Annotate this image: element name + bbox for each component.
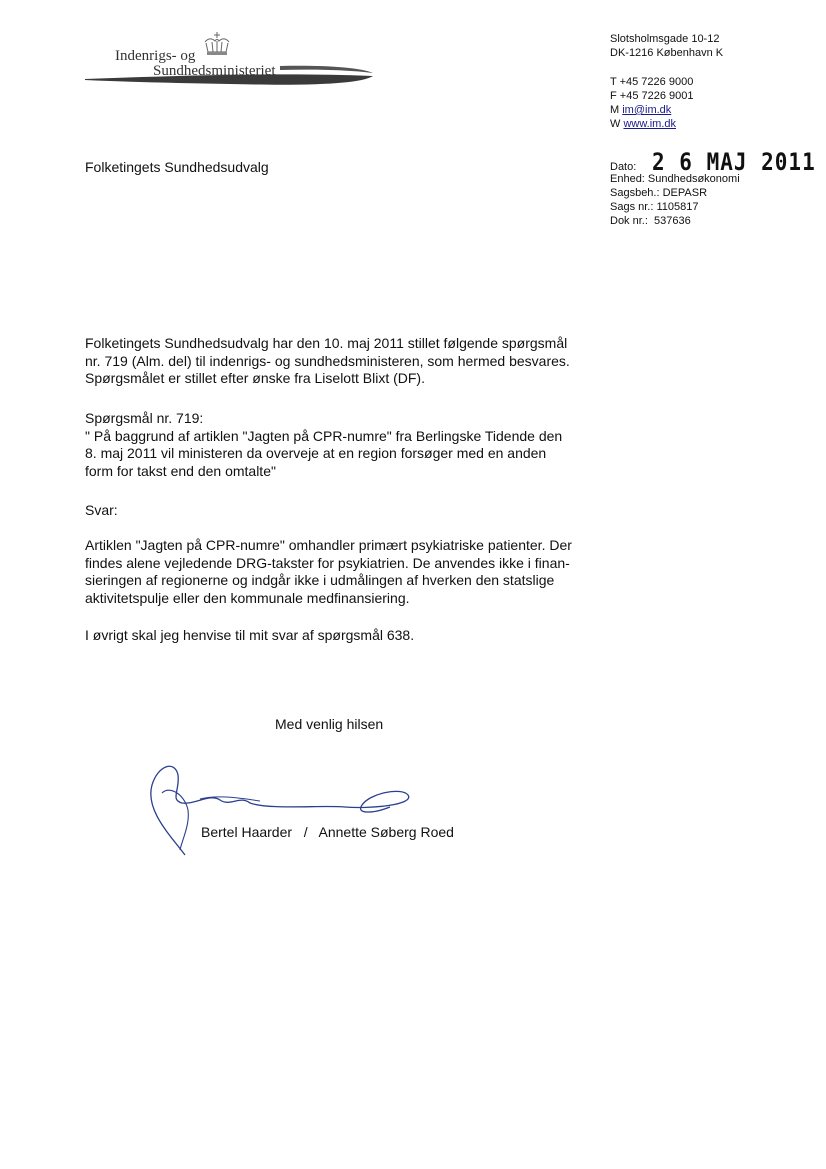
signer-2: Annette Søberg Roed: [318, 824, 454, 840]
fax-number: +45 7226 9001: [619, 90, 694, 102]
intro-paragraph: Folketingets Sundhedsudvalg har den 10. maj 2011 stillet følgende spørgsmål nr. 719 (Alm. del) til indenrigs- og sundhedsministeren, som hermed besvares. Spørgsmålet er stillet efter ønske fra Liselott Blixt (DF).: [85, 335, 570, 386]
mail-row: M im@im.dk: [610, 104, 672, 116]
logo-swoosh-upper: [280, 66, 373, 73]
crown-icon: [205, 32, 229, 55]
meta-doc-no: Dok nr.: 537636: [610, 215, 691, 227]
address-block: [610, 32, 723, 60]
contact-block: [610, 75, 694, 131]
phone-number: +45 7226 9000: [619, 76, 694, 88]
signature: [140, 755, 420, 860]
date-label: Dato:: [610, 161, 637, 173]
address-city: DK-1216 København K: [610, 47, 724, 59]
logo-text-line1: Indenrigs- og: [115, 48, 196, 64]
web-row: W www.im.dk: [610, 118, 677, 130]
signer-separator: /: [303, 824, 308, 840]
signers-line: [201, 824, 454, 840]
recipient: Folketingets Sundhedsudvalg: [85, 159, 269, 175]
logo-text-line2: Sundhedsministeriet: [153, 63, 276, 79]
mail-link[interactable]: im@im.dk: [622, 104, 672, 116]
signer-1: Bertel Haarder: [201, 824, 293, 840]
meta-unit: Enhed: Sundhedsøkonomi: [610, 173, 740, 185]
phone-row: T +45 7226 9000: [610, 76, 694, 88]
question-section: Spørgsmål nr. 719: " På baggrund af artiklen "Jagten på CPR-numre" fra Berlingske Tidende den 8. maj 2011 vil ministeren da overveje at en region forsøger med en anden form for takst end den omtalte": [85, 410, 585, 480]
answer-heading: Svar:: [85, 502, 118, 518]
closing-line: I øvrigt skal jeg henvise til mit svar af spørgsmål 638.: [85, 627, 415, 643]
meta-case-no: Sags nr.: 1105817: [610, 201, 699, 213]
meta-block: [610, 172, 740, 228]
meta-caseworker: Sagsbeh.: DEPASR: [610, 187, 708, 199]
fax-row: F +45 7226 9001: [610, 90, 694, 102]
web-link[interactable]: www.im.dk: [623, 118, 677, 130]
date-stamp: 2 6 MAJ 2011: [652, 148, 816, 176]
question-heading: Spørgsmål nr. 719:: [85, 410, 204, 426]
greeting: Med venlig hilsen: [275, 716, 384, 732]
address-street: Slotsholmsgade 10-12: [610, 33, 720, 45]
answer-paragraph: Artiklen "Jagten på CPR-numre" omhandler primært psykiatriske patienter. Der findes alene vejledende DRG-takster for psykiatrien. De anvendes ikke i finan- sieringen af regionerne og indgår ikke i udmålingen af hverken den statslige aktivitetspulje eller den kommunale medfinansiering.: [85, 537, 572, 606]
